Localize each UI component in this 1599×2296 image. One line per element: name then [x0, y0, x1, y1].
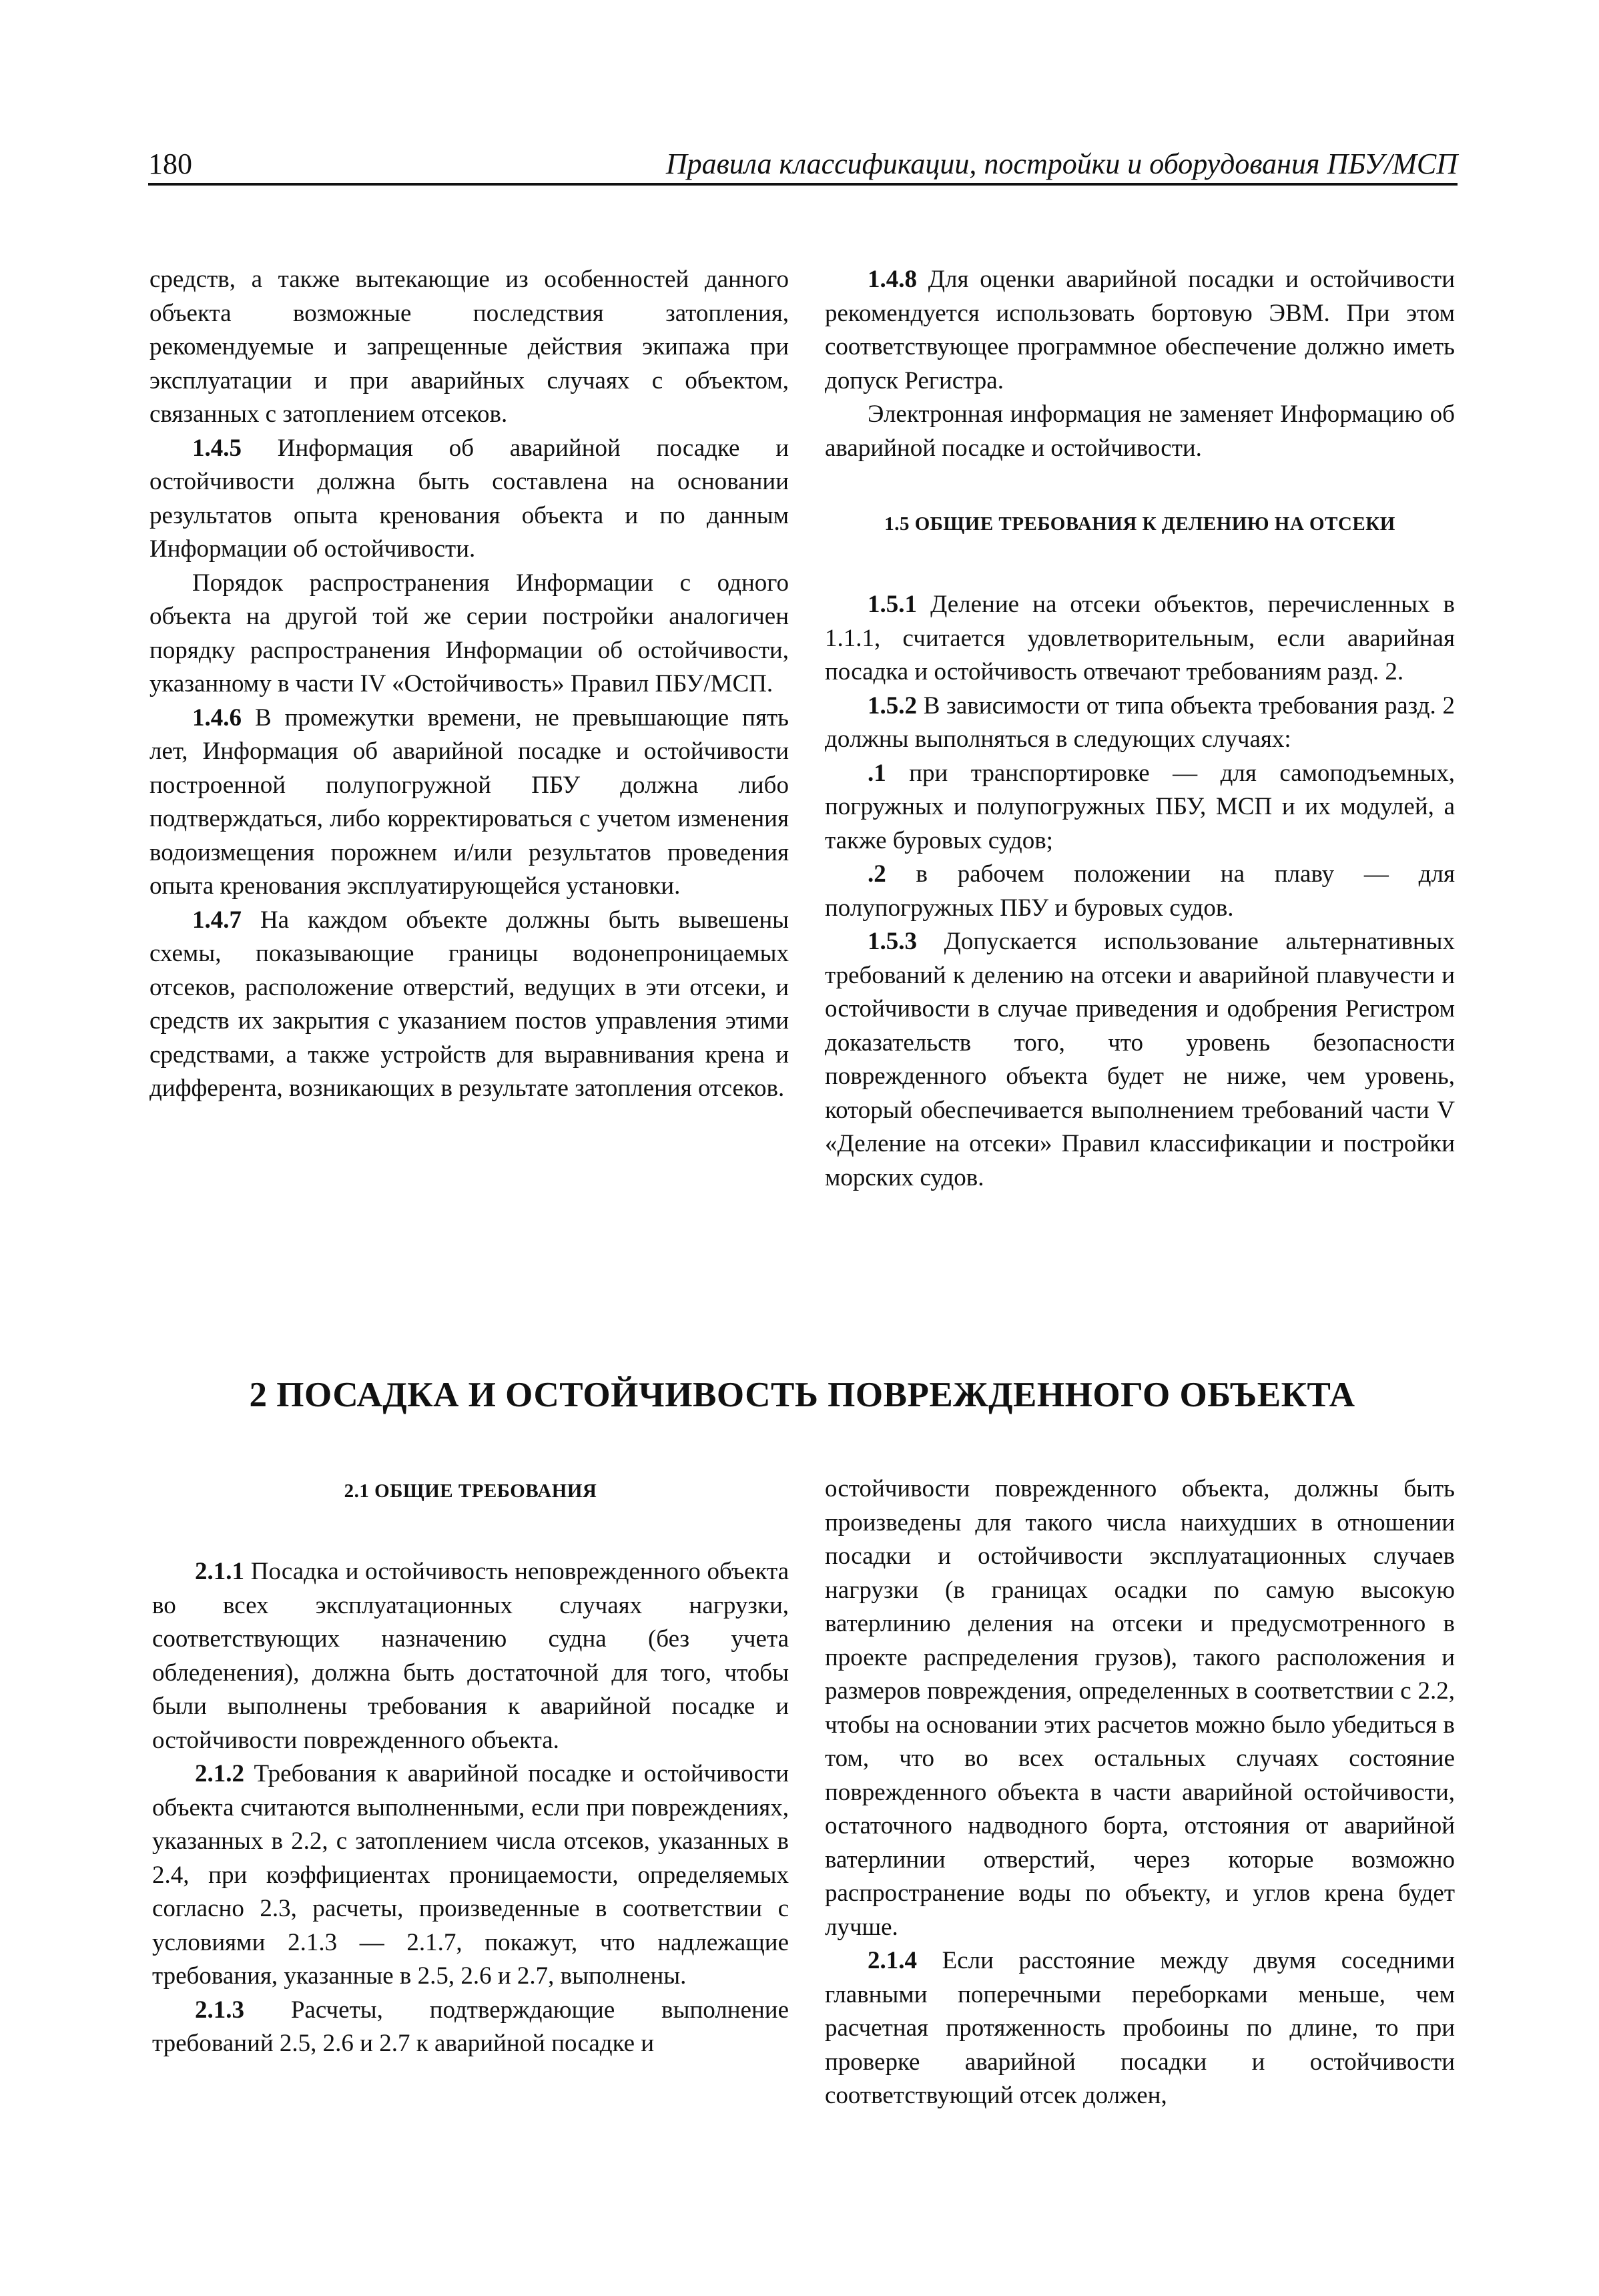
paragraph-2-1-2 [152, 1757, 789, 1994]
paragraph-1-4-6 [149, 701, 789, 904]
clause-number: 1.5.1 [868, 591, 917, 618]
paragraph-1-5-1 [825, 588, 1455, 689]
paragraph-1-4-7 [149, 904, 789, 1106]
paragraph-2-1-3 [152, 1994, 789, 2061]
paragraph-continuation: средств, а также вытекающие из особенностей данного объекта возможные последствия затопления, рекомендуемые и запрещенные действия экипажа при эксплуатации и при аварийных случаях с объектом, связанных с затоплением отсеков. [149, 266, 789, 428]
paragraph-text: На каждом объекте должны быть вывешены схемы, показывающие границы водонепроницаемых отсеков, расположение отверстий, ведущих в эти отсеки, и средств их закрытия с указанием постов управления этими средствами, а также устройств для выравнивания крена и дифферента, возникающих в результате затопления отсеков. [149, 906, 789, 1102]
paragraph-text: В зависимости от типа объекта требования разд. 2 должны выполняться в следующих случаях: [825, 691, 1455, 753]
clause-number: 1.5.2 [868, 691, 917, 720]
page-header [148, 144, 1458, 186]
top-left-column [149, 263, 789, 1106]
section-heading-1-5: 1.5 ОБЩИЕ ТРЕБОВАНИЯ К ДЕЛЕНИЮ НА ОТСЕКИ [884, 513, 1395, 535]
paragraph-text: Требования к аварийной посадке и остойчивости объекта считаются выполненными, если при повреждениях, указанных в 2.2, с затоплением числа отсеков, указанных в 2.4, при коэффициентах проницаемости, определяемых согласно 2.3, расчеты, произведенные в соответствии с условиями 2.1.3 — 2.1.7, покажут, что надлежащие требования, указанные в 2.5, 2.6 и 2.7, выполнены. [152, 1760, 789, 1990]
clause-number: 2.1.4 [868, 1947, 917, 1974]
paragraph-text: Деление на отсеки объектов, перечисленных в 1.1.1, считается удовлетворительным, если аварийная посадка и остойчивость отвечают требованиям разд. 2. [825, 591, 1455, 685]
paragraph-2-1-1 [152, 1555, 789, 1757]
clause-number: 2.1.1 [195, 1558, 244, 1585]
clause-number: 2.1.3 [195, 1996, 244, 2024]
paragraph-1-5-2 [825, 689, 1455, 757]
paragraph-1-4-5-distribution: Порядок распространения Информации с одного объекта на другой той же серии постройки аналогичен порядку распространения Информации об остойчивости, указанному в части IV «Остойчивость» Правил ПБУ/МСП. [149, 569, 789, 697]
paragraph-1-4-8 [825, 263, 1455, 398]
paragraph-text: Посадка и остойчивость неповрежденного объекта во всех эксплуатационных случаях нагрузки, соответствующих назначению судна (без учета обледенения), должна быть достаточной для того, чтобы были выполнены требования к аварийной посадке и остойчивости поврежденного объекта. [152, 1558, 789, 1754]
paragraph-text: Информация об аварийной посадке и остойчивости должна быть составлена на основании результатов опыта кренования объекта и по данным Информации об остойчивости. [149, 434, 789, 563]
running-title: Правила классификации, постройки и оборудования ПБУ/МСП [665, 148, 1458, 180]
section-heading-2-1: 2.1 ОБЩИЕ ТРЕБОВАНИЯ [344, 1480, 597, 1502]
clause-number: 1.4.7 [192, 906, 242, 934]
bottom-left-column [152, 1472, 789, 2061]
paragraph-text: Допускается использование альтернативных требований к делению на отсеки и аварийной плавучести и остойчивости в случае приведения и одобрения Регистром доказательств того, что уровень безопасности поврежденного объекта будет не ниже, чем уровень, который обеспечивается выполнением требований части V «Деление на отсеки» Правил классификации и постройки морских судов. [825, 928, 1455, 1191]
list-item-1 [825, 757, 1455, 858]
clause-number: 1.4.5 [192, 434, 242, 462]
paragraph-text: Для оценки аварийной посадки и остойчивости рекомендуется использовать бортовую ЭВМ. При этом соответствующее программное обеспечение должно иметь допуск Регистра. [825, 266, 1455, 394]
list-item-2 [825, 858, 1455, 925]
clause-number: 2.1.2 [195, 1760, 244, 1787]
page-number: 180 [148, 148, 192, 180]
clause-number: 1.4.8 [868, 266, 917, 293]
paragraph-2-1-4 [825, 1944, 1455, 2113]
paragraph-text: Если расстояние между двумя соседними главными поперечными переборками меньше, чем расчетная протяженность пробоины по длине, то при проверке аварийной посадки и остойчивости соответствующий отсек должен, [825, 1947, 1456, 2109]
clause-number: 1.4.6 [192, 703, 242, 732]
list-number: .1 [868, 759, 886, 787]
clause-number: 1.5.3 [868, 928, 917, 955]
paragraph-text: Расчеты, подтверждающие выполнение требований 2.5, 2.6 и 2.7 к аварийной посадке и [152, 1996, 789, 2057]
paragraph-1-5-3 [825, 925, 1455, 1195]
paragraph-electronic-info: Электронная информация не заменяет Информацию об аварийной посадке и остойчивости. [825, 400, 1455, 462]
paragraph-1-4-5 [149, 432, 789, 567]
bottom-right-column [825, 1472, 1455, 2113]
list-item-text: в рабочем положении на плаву — для полупогружных ПБУ и буровых судов. [825, 860, 1455, 922]
top-right-column [825, 263, 1455, 1195]
list-number: .2 [868, 860, 886, 888]
header-rule [148, 183, 1458, 186]
paragraph-text: В промежутки времени, не превышающие пять лет, Информация об аварийной посадке и остойчивости построенной полупогружной ПБУ должна либо подтверждаться, либо корректироваться с учетом изменения водоизмещения порожнем и/или результатов проведения опыта кренования эксплуатирующейся установки. [149, 703, 789, 900]
chapter-title: 2 ПОСАДКА И ОСТОЙЧИВОСТЬ ПОВРЕЖДЕННОГО ОБЪЕКТА [249, 1376, 1355, 1414]
paragraph-continuation: остойчивости поврежденного объекта, должны быть произведены для такого числа наихудших в отношении посадки и остойчивости эксплуатационных случаев нагрузки (в границах осадки по самую высокую ватерлинию деления на отсеки и предусмотренного в проекте распределения грузов), такого расположения и размеров повреждения, определенных в соответствии с 2.2, чтобы на основании этих расчетов можно было убедиться в том, что во всех остальных случаях состояние поврежденного объекта в части аварийной остойчивости, остаточного надводного борта, отстояния от аварийной ватерлинии отверстий, через которые возможно распространение воды по объекту, и углов крена будет лучше. [825, 1475, 1455, 1941]
list-item-text: при транспортировке — для самоподъемных, погружных и полупогружных ПБУ, МСП и их модулей, а также буровых судов; [825, 759, 1455, 854]
